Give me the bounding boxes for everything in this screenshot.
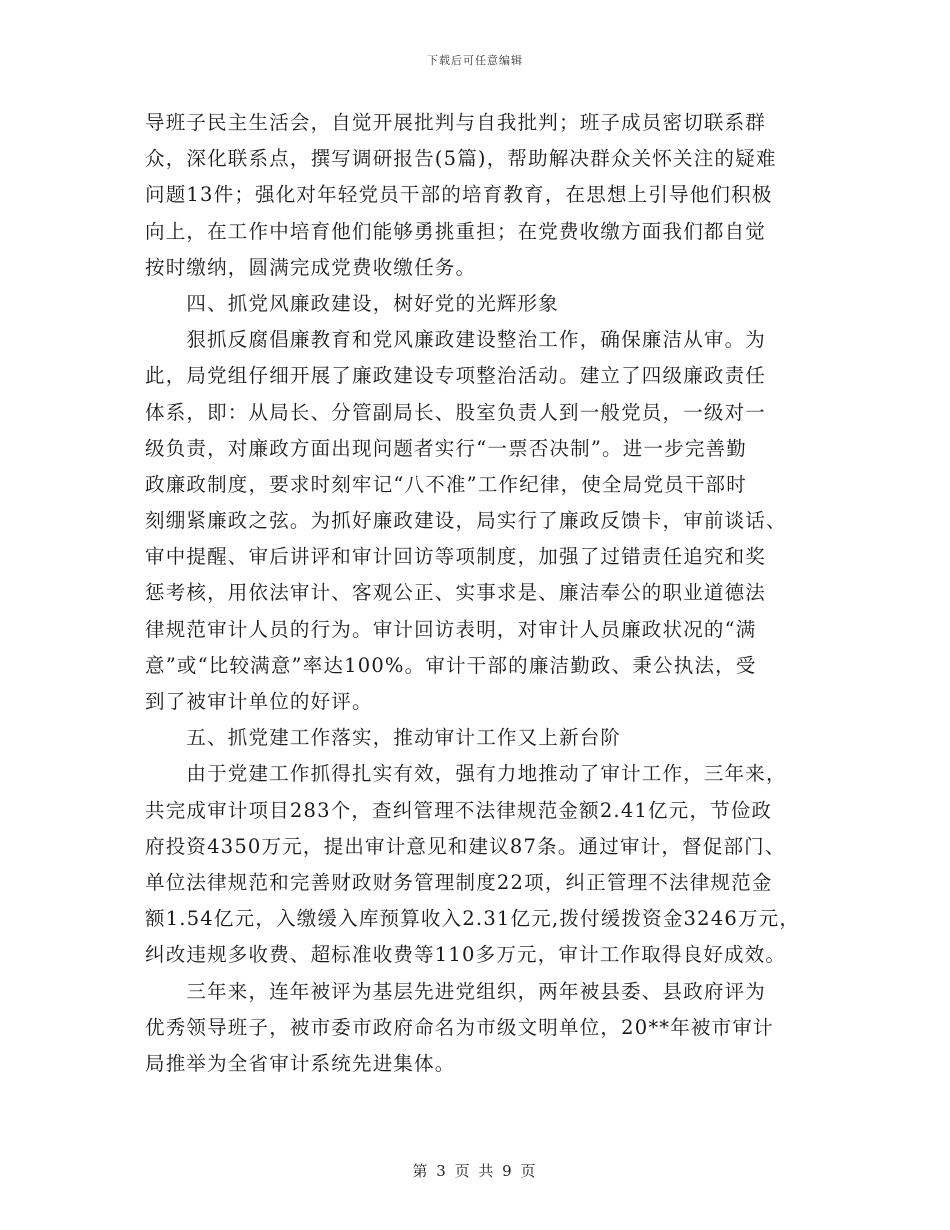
text-line: 单位法律规范和完善财政财务管理制度22项，纠正管理不法律规范金 bbox=[145, 870, 773, 894]
text-line: 额1.54亿元，入缴缓入库预算收入2.31亿元,拨付缓拨资金3246万元， bbox=[145, 907, 801, 931]
text-line: 体系，即：从局长、分管副局长、股室负责人到一般党员，一级对一 bbox=[145, 400, 767, 424]
text-line: 狠抓反腐倡廉教育和党风廉政建设整治工作，确保廉洁从审。为 bbox=[145, 328, 767, 352]
text-line: 众，深化联系点，撰写调研报告(5篇)，帮助解决群众关怀关注的疑难 bbox=[145, 147, 777, 171]
text-line: 局推举为全省审计系统先进集体。 bbox=[145, 1051, 456, 1075]
text-line: 三年来，连年被评为基层先进党组织，两年被县委、县政府评为 bbox=[145, 979, 767, 1003]
text-line: 意”或“比较满意”率达100%。审计干部的廉洁勤政、秉公执法，受 bbox=[145, 653, 757, 677]
text-line: 此，局党组仔细开展了廉政建设专项整治活动。建立了四级廉政责任 bbox=[145, 364, 767, 388]
text-line: 纠改违规多收费、超标准收费等110多万元，审计工作取得良好成效。 bbox=[145, 943, 787, 967]
text-line: 优秀领导班子，被市委市政府命名为市级文明单位，20**年被市审计 bbox=[145, 1015, 774, 1039]
section-heading-4: 四、抓党风廉政建设，树好党的光辉形象 bbox=[145, 291, 560, 315]
text-line: 由于党建工作抓得扎实有效，强有力地推动了审计工作，三年来， bbox=[145, 762, 787, 786]
text-line: 惩考核，用依法审计、客观公正、实事求是、廉洁奉公的职业道德法 bbox=[145, 581, 767, 605]
section-heading-5: 五、抓党建工作落实，推动审计工作又上新台阶 bbox=[145, 726, 622, 750]
text-line: 按时缴纳，圆满完成党费收缴任务。 bbox=[145, 255, 477, 279]
page-footer: 第 3 页 共 9 页 bbox=[412, 1162, 538, 1180]
text-line: 政廉政制度，要求时刻牢记“八不准”工作纪律，使全局党员干部时 bbox=[145, 472, 747, 496]
text-line: 共完成审计项目283个，查纠管理不法律规范金额2.41亿元，节俭政 bbox=[145, 798, 773, 822]
text-line: 导班子民主生活会，自觉开展批判与自我批判；班子成员密切联系群 bbox=[145, 111, 767, 134]
text-line: 级负责，对廉政方面出现问题者实行“一票否决制”。进一步完善勤 bbox=[145, 436, 747, 460]
page-header: 下载后可任意编辑 bbox=[427, 54, 523, 67]
text-line: 刻绷紧廉政之弦。为抓好廉政建设，局实行了廉政反馈卡，审前谈话、 bbox=[145, 509, 787, 533]
text-line: 向上，在工作中培育他们能够勇挑重担；在党费收缴方面我们都自觉 bbox=[145, 219, 767, 243]
document-body bbox=[145, 105, 817, 1082]
text-line: 律规范审计人员的行为。审计回访表明，对审计人员廉政状况的“满 bbox=[145, 617, 757, 641]
text-line: 问题13件；强化对年轻党员干部的培育教育，在思想上引导他们积极 bbox=[145, 183, 773, 207]
text-line: 到了被审计单位的好评。 bbox=[145, 690, 373, 713]
text-line: 府投资4350万元，提出审计意见和建议87条。通过审计，督促部门、 bbox=[145, 834, 786, 858]
text-line: 审中提醒、审后讲评和审计回访等项制度，加强了过错责任追究和奖 bbox=[145, 545, 767, 569]
